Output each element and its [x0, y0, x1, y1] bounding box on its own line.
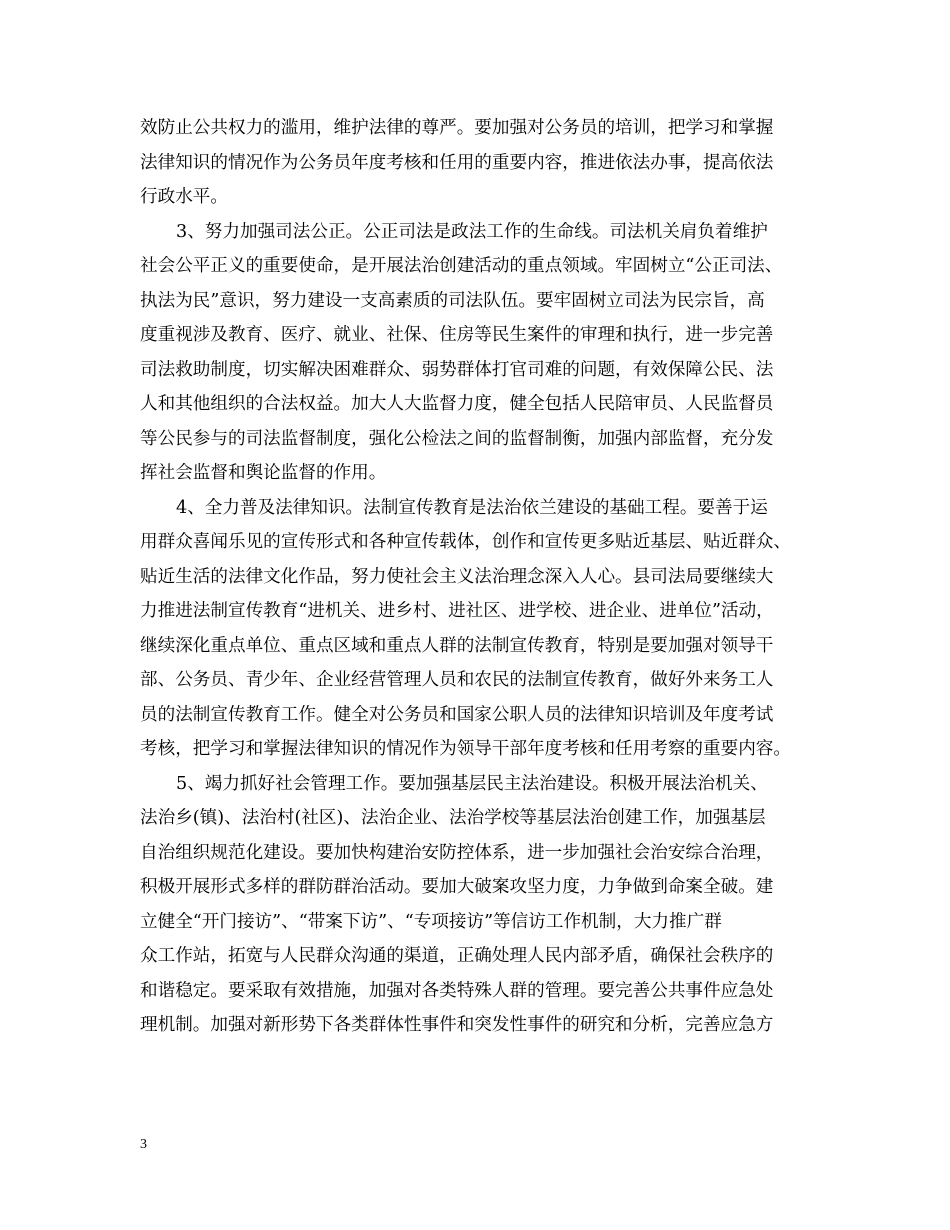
- body-line-14: 贴近生活的法律文化作品，努力使社会主义法治理念深入人心。县司法局要继续大: [140, 566, 774, 587]
- body-line-18: 员的法制宣传教育工作。健全对公务员和国家公职人员的法律知识培训及年度考试: [140, 704, 774, 725]
- body-line-19: 考核，把学习和掌握法律知识的情况作为领导干部年度考核和任用考察的重要内容。: [140, 739, 791, 759]
- body-line-1: 效防止公共权力的滥用，维护法律的尊严。要加强对公务员的培训，把学习和掌握: [140, 118, 774, 138]
- body-line-6: 执法为民”意识，努力建设一支高素质的司法队伍。要牢固树立司法为民宗旨，高: [140, 290, 765, 311]
- body-line-11: 挥社会监督和舆论监督的作用。: [140, 463, 387, 483]
- body-line-13: 用群众喜闻乐见的宣传形式和各种宣传载体，创作和宣传更多贴近基层、贴近群众、: [140, 532, 791, 552]
- page-number: 3: [140, 1137, 147, 1152]
- section-5-heading-line: 5、竭力抓好社会管理工作。要加强基层民主法治建设。积极开展法治机关、: [176, 773, 768, 794]
- body-line-27: 理机制。加强对新形势下各类群体性事件和突发性事件的研究和分析，完善应急方: [140, 1015, 774, 1035]
- body-line-15: 力推进法制宣传教育“进机关、进乡村、进社区、进学校、进企业、进单位”活动，: [140, 601, 774, 621]
- body-line-24: 立健全“开门接访”、“带案下访”、“专项接访”等信访工作机制，大力推广群: [140, 911, 722, 932]
- document-body: [140, 111, 820, 1043]
- body-line-2: 法律知识的情况作为公务员年度考核和任用的重要内容，推进依法办事，提高依法: [140, 152, 774, 173]
- body-line-10: 等公民参与的司法监督制度，强化公检法之间的监督制衡，加强内部监督，充分发: [140, 428, 774, 449]
- body-line-26: 和谐稳定。要采取有效措施，加强对各类特殊人群的管理。要完善公共事件应急处: [140, 980, 774, 1001]
- body-line-5: 社会公平正义的重要使命，是开展法治创建活动的重点领域。牢固树立“公正司法、: [140, 256, 783, 276]
- body-line-25: 众工作站，拓宽与人民群众沟通的渠道，正确处理人民内部矛盾，确保社会秩序的: [140, 946, 774, 966]
- body-line-16: 继续深化重点单位、重点区域和重点人群的法制宣传教育，特别是要加强对领导干: [140, 635, 774, 656]
- section-3-heading-line: 3、努力加强司法公正。公正司法是政法工作的生命线。司法机关肩负着维护: [176, 221, 768, 242]
- body-line-3: 行政水平。: [140, 187, 228, 207]
- body-line-21: 法治乡(镇)、法治村(社区)、法治企业、法治学校等基层法治创建工作，加强基层: [140, 808, 766, 828]
- section-4-heading-line: 4、全力普及法律知识。法制宣传教育是法治依兰建设的基础工程。要善于运: [176, 497, 768, 518]
- body-line-7: 度重视涉及教育、医疗、就业、社保、住房等民生案件的审理和执行，进一步完善: [140, 325, 774, 345]
- body-line-23: 积极开展形式多样的群防群治活动。要加大破案攻坚力度，力争做到命案全破。建: [140, 877, 774, 897]
- body-line-17: 部、公务员、青少年、企业经营管理人员和农民的法制宣传教育，做好外来务工人: [140, 670, 774, 690]
- body-line-8: 司法救助制度，切实解决困难群众、弱势群体打官司难的问题，有效保障公民、法: [140, 359, 774, 380]
- body-line-22: 自治组织规范化建设。要加快构建治安防控体系，进一步加强社会治安综合治理，: [140, 842, 774, 863]
- body-line-9: 人和其他组织的合法权益。加大人大监督力度，健全包括人民陪审员、人民监督员: [140, 394, 774, 414]
